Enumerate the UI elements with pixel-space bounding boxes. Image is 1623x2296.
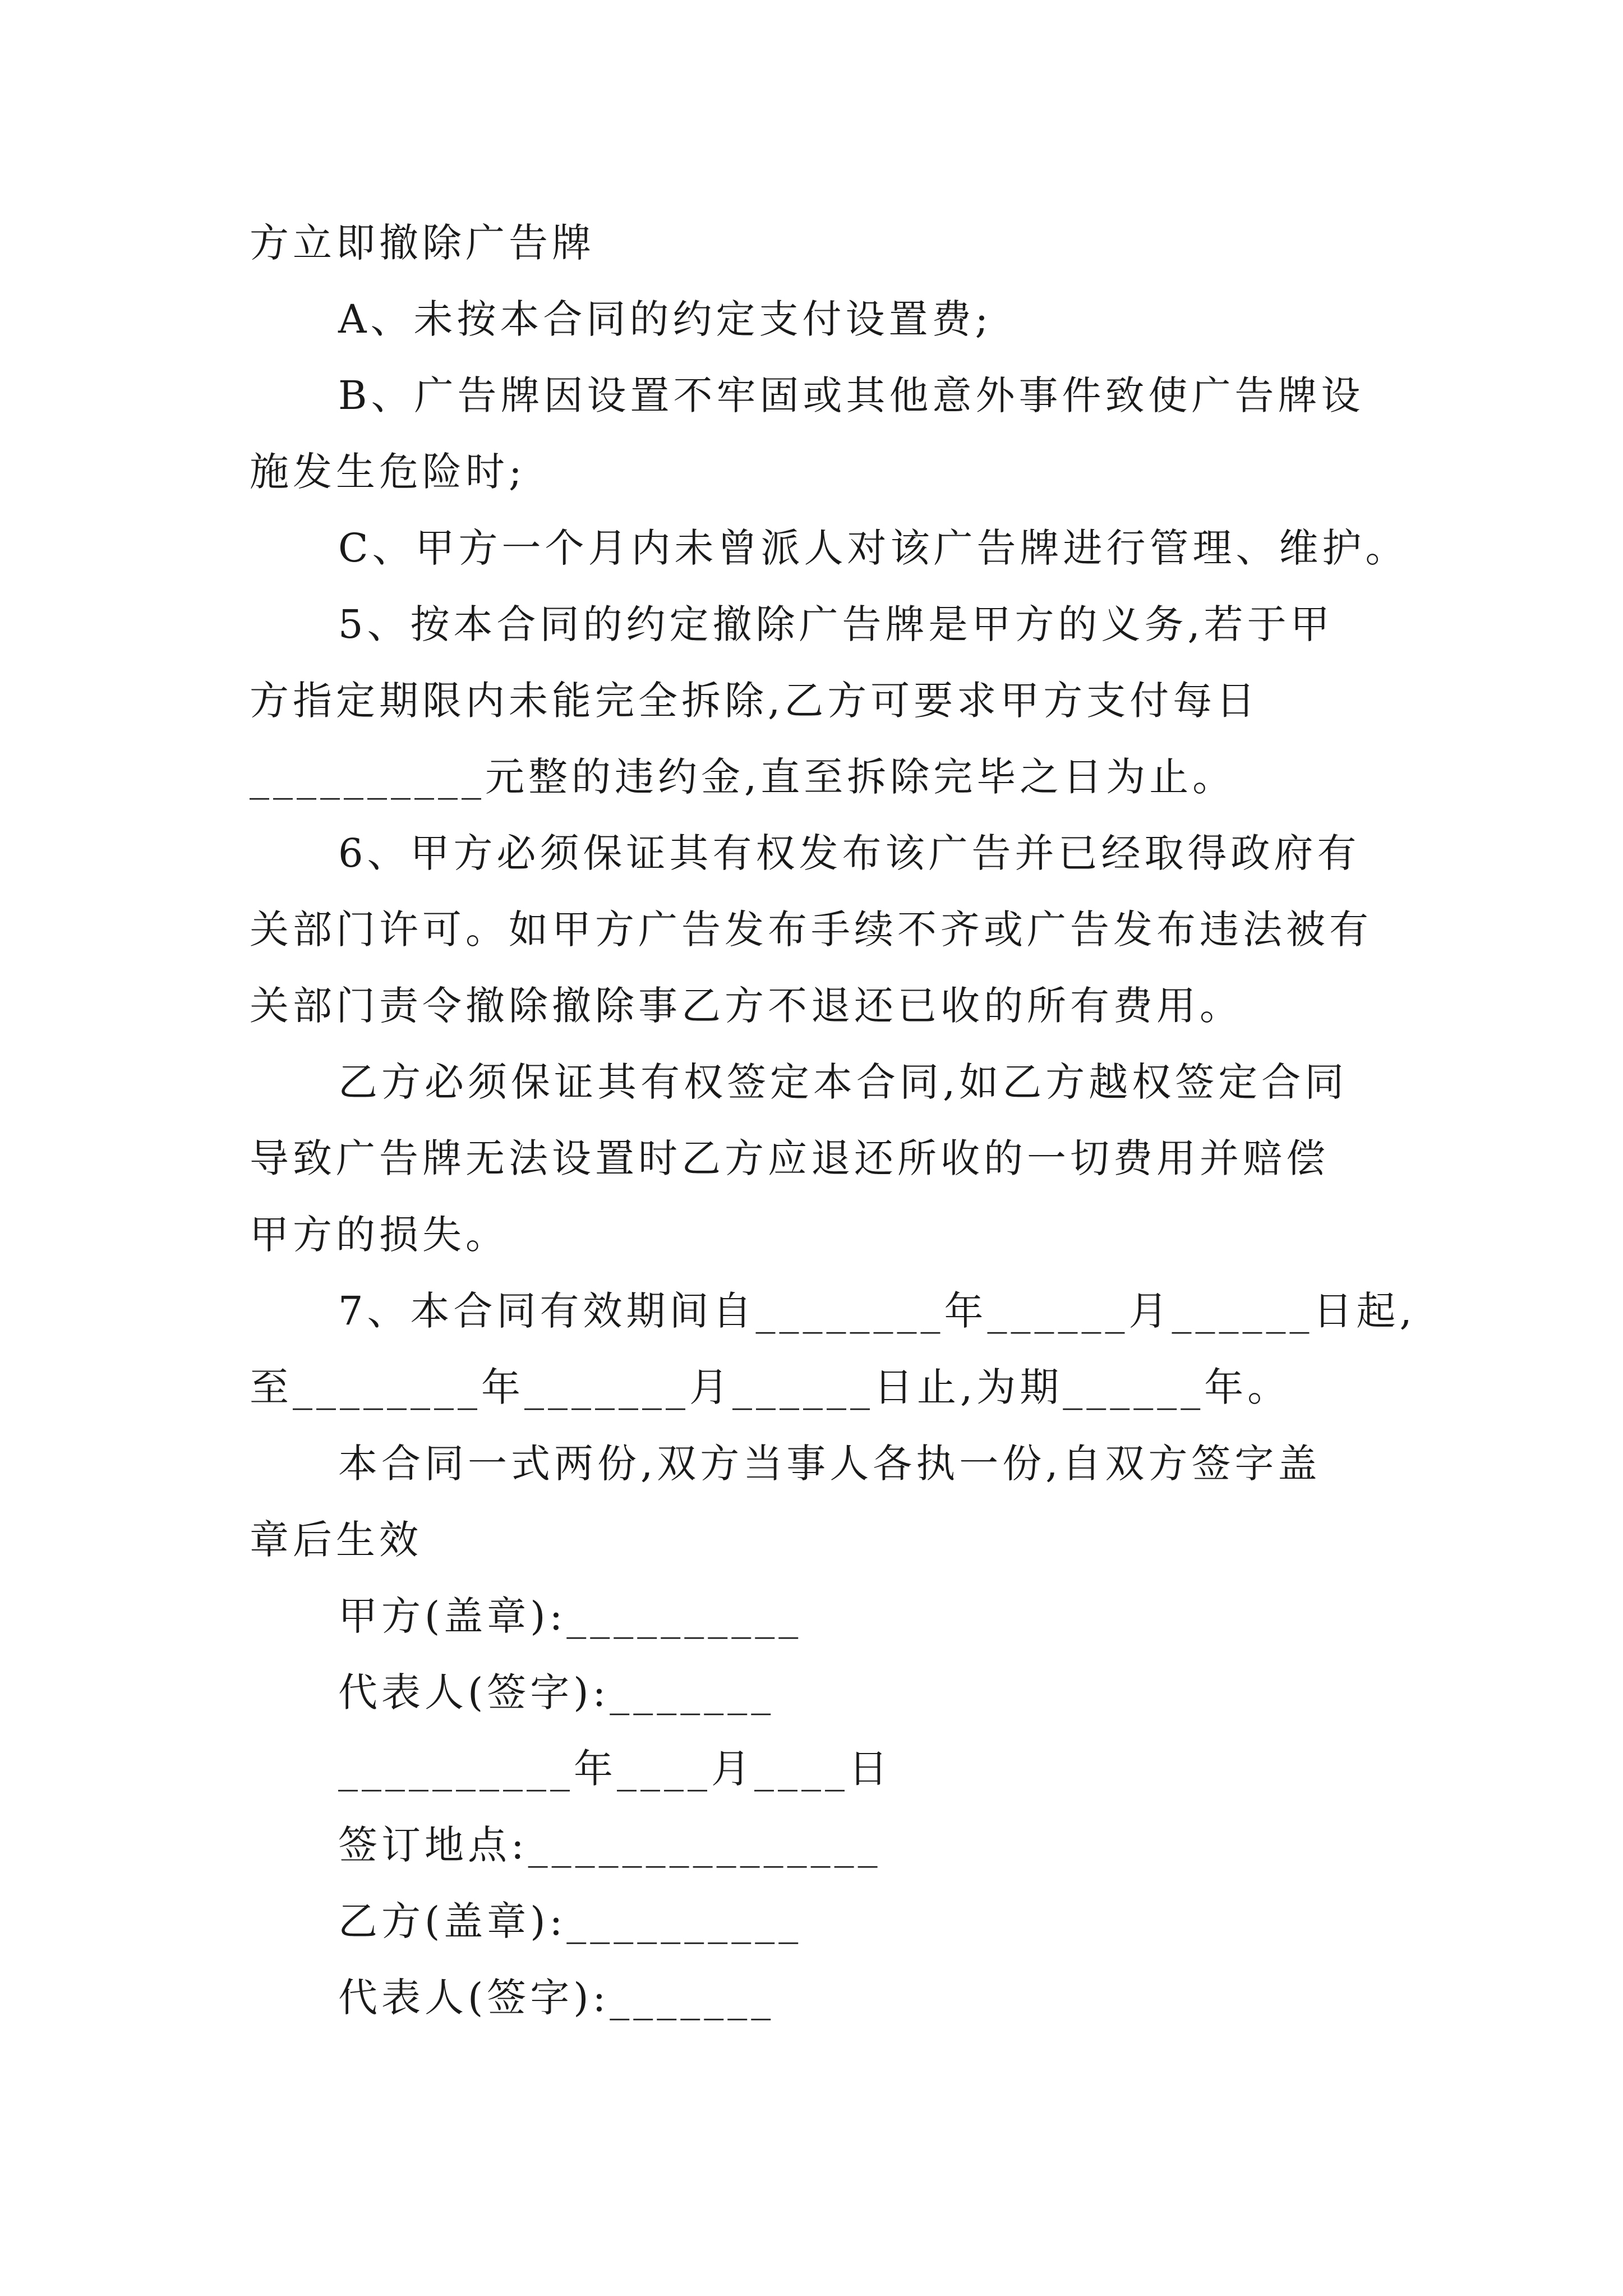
party-b-seal-line: 乙方(盖章):__________ <box>338 1898 803 1944</box>
party-a-representative-line: 代表人(签字):_______ <box>338 1669 775 1715</box>
article-6-continued-2: 关部门责令撤除撤除事乙方不退还已收的所有费用。 <box>250 983 1243 1029</box>
copies-clause-continued: 章后生效 <box>250 1517 422 1563</box>
article-6-continued: 关部门许可。如甲方广告发布手续不齐或广告发布违法被有 <box>250 907 1372 953</box>
party-b-guarantee: 乙方必须保证其有权签定本合同,如乙方越权签定合同 <box>338 1059 1348 1105</box>
clause-c: C、甲方一个月内未曾派人对该广告牌进行管理、维护。 <box>338 525 1409 571</box>
signing-place-line: 签订地点:_______________ <box>338 1822 882 1868</box>
article-5-continued: 方指定期限内未能完全拆除,乙方可要求甲方支付每日 <box>250 678 1260 724</box>
clause-b-continued: 施发生危险时; <box>250 449 526 495</box>
paragraph-line: 方立即撤除广告牌 <box>250 220 595 266</box>
signature-block <box>250 1578 1388 2036</box>
article-6: 6、甲方必须保证其有权发布该广告并已经取得政府有 <box>338 830 1361 876</box>
party-b-guarantee-continued: 导致广告牌无法设置时乙方应退还所收的一切费用并赔偿 <box>250 1135 1329 1181</box>
clause-a: A、未按本合同的约定支付设置费; <box>338 296 993 342</box>
article-7-continued: 至________年_______月______日止,为期______年。 <box>250 1364 1291 1410</box>
party-b-representative-line: 代表人(签字):_______ <box>338 1975 775 2021</box>
copies-clause: 本合同一式两份,双方当事人各执一份,自双方签字盖 <box>338 1441 1321 1487</box>
contract-body <box>250 205 1416 2036</box>
article-5: 5、按本合同的约定撤除广告牌是甲方的义务,若于甲 <box>338 601 1334 647</box>
clause-b: B、广告牌因设置不牢固或其他意外事件致使广告牌设 <box>338 372 1364 418</box>
party-b-guarantee-continued-2: 甲方的损失。 <box>250 1212 509 1258</box>
article-7: 7、本合同有效期间自________年______月______日起, <box>338 1288 1416 1334</box>
date-line: __________年____月____日 <box>338 1746 892 1792</box>
party-a-seal-line: 甲方(盖章):__________ <box>338 1593 803 1639</box>
article-5-penalty: __________元整的违约金,直至拆除完毕之日为止。 <box>250 754 1236 800</box>
